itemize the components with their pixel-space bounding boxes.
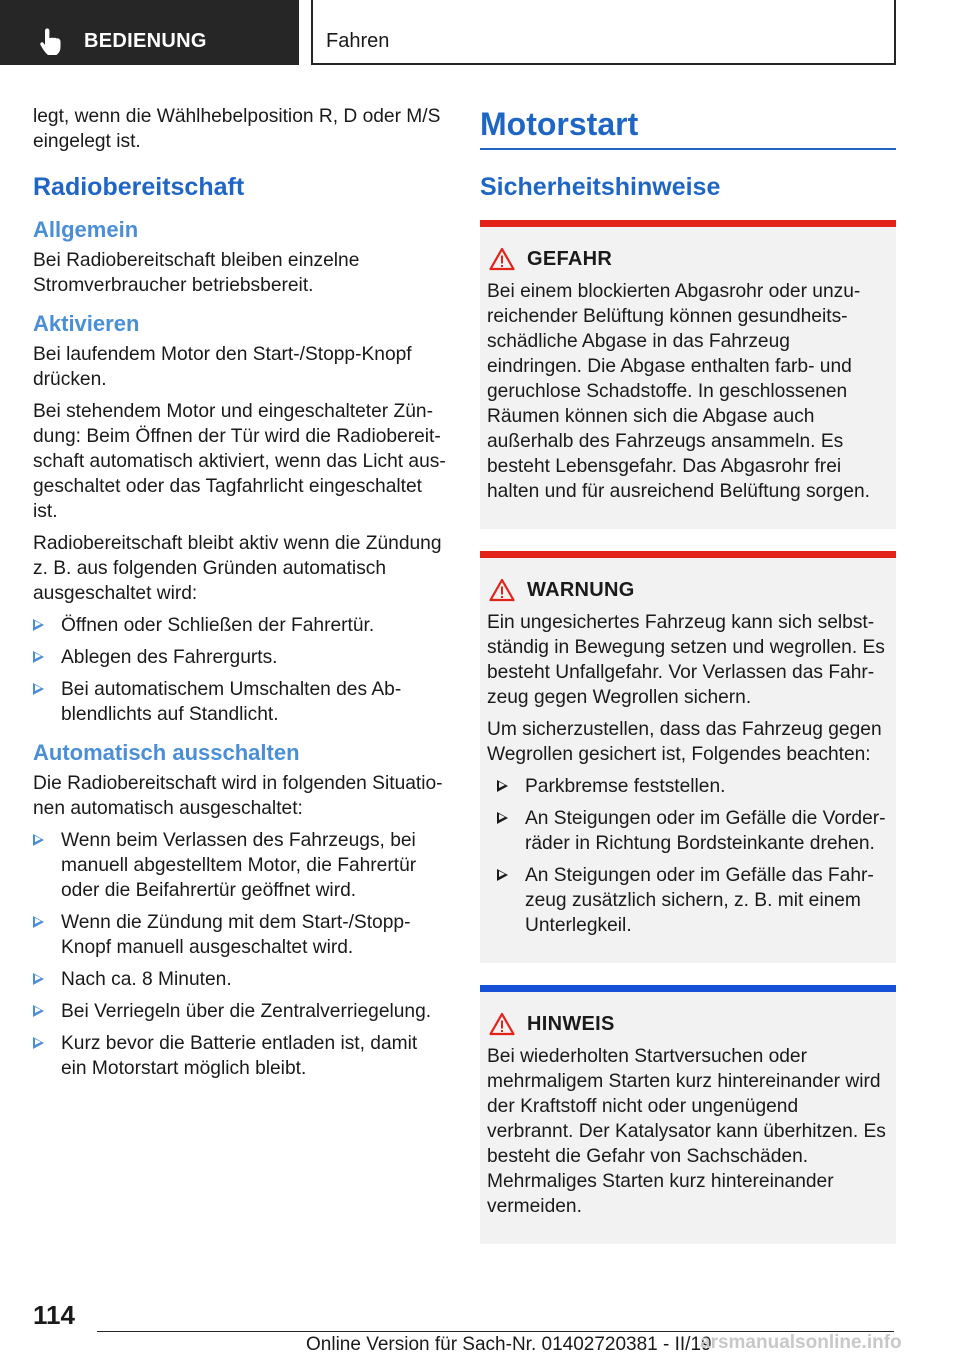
- subsection-title-ausschalten: Automatisch ausschalten: [33, 740, 300, 765]
- bullet-triangle-icon: [33, 973, 44, 985]
- list-item-text: An Steigungen oder im Gefälle das Fahrzeug zusätzlich sichern, z. B. mit einem Unterlegkeil.: [525, 865, 874, 936]
- notice-hinweis: [480, 985, 896, 1244]
- notice-title: WARNUNG: [527, 578, 635, 601]
- subsection-title-aktivieren: Aktivieren: [33, 311, 140, 336]
- list-item: [33, 645, 448, 670]
- list-item-text: Öffnen oder Schließen der Fahrertür.: [61, 615, 375, 636]
- list-item-text: Bei automatischem Umschalten des Abblendlichts auf Standlicht.: [61, 679, 402, 725]
- list-item-text: Parkbremse feststellen.: [525, 776, 726, 797]
- list-item-text: Wenn die Zündung mit dem Start-/Stopp-Knopf manuell ausgeschaltet wird.: [61, 912, 411, 958]
- notice-text: Bei wiederholten Startversuchen oder mehrmaligem Starten kurz hintereinander wird der Kraftstoff nicht oder ungenügend verbrannt. Der Katalysator kann überhitzen. Es besteht die Gefahr von Sachschäden. Mehrmaliges Starten kurz hintereinander vermeiden.: [487, 1046, 886, 1217]
- list-item-text: Ablegen des Fahrergurts.: [61, 647, 278, 668]
- notice-title: GEFAHR: [527, 247, 613, 270]
- list-item: [33, 613, 448, 638]
- list-item-text: Nach ca. 8 Minuten.: [61, 969, 232, 990]
- list-item: [497, 863, 888, 938]
- list-item: [33, 910, 448, 960]
- header-section-tab: [0, 0, 299, 65]
- list-item: [33, 999, 448, 1024]
- notice-text: Ein ungesichertes Fahrzeug kann sich selbstständig in Bewegung setzen und wegrollen. Es besteht Unfallgefahr. Vor Verlassen das Fahrzeug gegen Wegrollen sichern.: [487, 612, 885, 708]
- footer-watermark: arsmanualsonline.info: [700, 1332, 902, 1353]
- header-section-label: BEDIENUNG: [84, 30, 207, 52]
- warning-triangle-icon: [489, 247, 515, 271]
- list-item-text: Wenn beim Verlassen des Fahrzeugs, bei manuell abgestelltem Motor, die Fahrertür oder die Beifahrertür geöffnet wird.: [61, 830, 417, 901]
- aktivieren-paragraph-1: Bei laufendem Motor den Start-/Stopp-Knopf drücken.: [33, 344, 412, 390]
- section-title-sicherheitshinweise: Sicherheitshinweise: [480, 173, 721, 201]
- list-item-text: Bei Verriegeln über die Zentralverriegelung.: [61, 1001, 432, 1022]
- list-item: [33, 967, 448, 992]
- bullet-triangle-icon: [33, 1037, 44, 1049]
- section-title-radiobereitschaft: Radiobereitschaft: [33, 173, 245, 201]
- aktivieren-paragraph-3: Radiobereitschaft bleibt aktiv wenn die Zündung z. B. aus folgenden Gründen automatisch ausgeschaltet wird:: [33, 533, 442, 604]
- bullet-triangle-icon: [33, 619, 44, 631]
- footer-version-text: Online Version für Sach-Nr. 01402720381 - II/19: [306, 1334, 712, 1355]
- bullet-triangle-icon: [33, 651, 44, 663]
- hand-pointer-icon: [36, 27, 66, 57]
- subsection-title-allgemein: Allgemein: [33, 217, 139, 242]
- bullet-triangle-icon: [497, 780, 508, 792]
- notice-text: Um sicherzustellen, dass das Fahrzeug gegen Wegrollen gesichert ist, Folgendes beachten:: [487, 719, 882, 765]
- list-item: [33, 1031, 448, 1081]
- notice-gefahr: [480, 220, 896, 529]
- right-column: [480, 104, 896, 1266]
- list-item: [497, 774, 888, 799]
- bullet-triangle-icon: [33, 1005, 44, 1017]
- notice-warnung: [480, 551, 896, 963]
- warnung-list: [497, 774, 888, 938]
- ausschalten-paragraph: Die Radiobereitschaft wird in folgenden Situationen automatisch ausgeschaltet:: [33, 773, 443, 819]
- bullet-triangle-icon: [33, 834, 44, 846]
- warning-triangle-icon: [489, 1012, 515, 1036]
- aktivieren-list: [33, 613, 448, 727]
- list-item-text: An Steigungen oder im Gefälle die Vorderräder in Richtung Bordsteinkante drehen.: [525, 808, 886, 854]
- bullet-triangle-icon: [33, 683, 44, 695]
- ausschalten-list: [33, 828, 448, 1081]
- chapter-title-motorstart: Motorstart: [480, 106, 639, 142]
- warning-triangle-icon: [489, 578, 515, 602]
- list-item-text: Kurz bevor die Batterie entladen ist, damit ein Motorstart möglich bleibt.: [61, 1033, 418, 1079]
- header-chapter-label: Fahren: [326, 30, 390, 52]
- list-item: [33, 677, 448, 727]
- page-number: 114: [33, 1300, 75, 1330]
- chapter-divider: [480, 148, 896, 150]
- notice-text: Bei einem blockierten Abgasrohr oder unzureichender Belüftung können gesundheitsschädliche Abgase in das Fahrzeug eindringen. Die Abgase enthalten farb- und geruchlose Schadstoffe. In geschlossenen Räumen können sich die Abgase auch außerhalb des Fahrzeugs ansammeln. Es besteht Lebensgefahr. Das Abgasrohr frei halten und für ausreichend Belüftung sorgen.: [487, 281, 870, 502]
- left-column: [33, 104, 448, 1089]
- list-item: [33, 828, 448, 903]
- notice-title: HINWEIS: [527, 1012, 615, 1035]
- aktivieren-paragraph-2: Bei stehendem Motor und eingeschalteter Zündung: Beim Öffnen der Tür wird die Radiobereitschaft automatisch aktiviert, wenn das Licht ausgeschaltet oder das Tagfahrlicht eingeschaltet ist.: [33, 401, 446, 522]
- bullet-triangle-icon: [497, 812, 508, 824]
- list-item: [497, 806, 888, 856]
- intro-paragraph: legt, wenn die Wählhebelposition R, D oder M/S eingelegt ist.: [33, 106, 441, 152]
- bullet-triangle-icon: [33, 916, 44, 928]
- bullet-triangle-icon: [497, 869, 508, 881]
- header-chapter-box: [311, 0, 896, 65]
- allgemein-paragraph: Bei Radiobereitschaft bleiben einzelne Stromverbraucher betriebsbereit.: [33, 250, 360, 296]
